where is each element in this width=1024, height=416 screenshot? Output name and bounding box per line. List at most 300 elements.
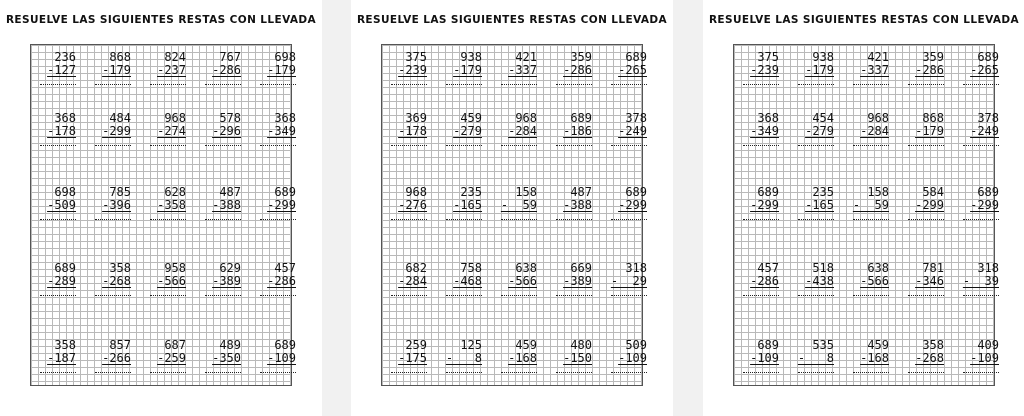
subtraction-problem xyxy=(849,51,889,85)
minuend: 629 xyxy=(219,261,241,275)
minuend: 781 xyxy=(922,261,944,275)
answer-line xyxy=(743,370,779,373)
subtrahend: - 8 xyxy=(797,351,834,365)
minuend: 689 xyxy=(757,185,779,199)
subtraction-problem xyxy=(552,112,592,146)
answer-line xyxy=(611,143,647,146)
subtrahend: -265 xyxy=(970,63,999,77)
answer-line xyxy=(446,143,482,146)
minuend: 421 xyxy=(867,50,889,64)
answer-line xyxy=(963,370,999,373)
subtrahend: -284 xyxy=(398,274,427,288)
subtrahend: -268 xyxy=(102,274,131,288)
subtrahend: -389 xyxy=(212,274,241,288)
subtrahend: -239 xyxy=(398,63,427,77)
answer-line xyxy=(556,82,592,85)
answer-line xyxy=(205,293,241,296)
minuend: 459 xyxy=(867,338,889,352)
answer-line xyxy=(391,82,427,85)
answer-line xyxy=(95,217,131,220)
minuend: 535 xyxy=(812,338,834,352)
subtraction-problem xyxy=(904,51,944,85)
subtraction-problem xyxy=(91,262,131,296)
minuend: 421 xyxy=(515,50,537,64)
subtrahend: -284 xyxy=(508,124,537,138)
subtrahend: -249 xyxy=(618,124,647,138)
answer-line xyxy=(556,143,592,146)
answer-line xyxy=(501,82,537,85)
answer-line xyxy=(611,217,647,220)
subtraction-problem xyxy=(794,51,834,85)
subtrahend: -266 xyxy=(102,351,131,365)
answer-line xyxy=(798,143,834,146)
subtrahend: -299 xyxy=(915,198,944,212)
answer-line xyxy=(205,370,241,373)
subtrahend: -187 xyxy=(47,351,76,365)
minuend: 689 xyxy=(757,338,779,352)
minuend: 459 xyxy=(460,111,482,125)
subtrahend: -279 xyxy=(805,124,834,138)
subtraction-problem xyxy=(849,112,889,146)
answer-line xyxy=(853,217,889,220)
subtrahend: -179 xyxy=(915,124,944,138)
subtraction-problem xyxy=(146,112,186,146)
subtraction-problem xyxy=(387,186,427,220)
subtrahend: -168 xyxy=(860,351,889,365)
subtraction-problem xyxy=(442,112,482,146)
subtraction-problem xyxy=(959,51,999,85)
answer-line xyxy=(908,293,944,296)
minuend: 454 xyxy=(812,111,834,125)
minuend: 125 xyxy=(460,338,482,352)
minuend: 318 xyxy=(625,261,647,275)
minuend: 375 xyxy=(757,50,779,64)
answer-line xyxy=(501,293,537,296)
answer-line xyxy=(260,143,296,146)
minuend: 968 xyxy=(405,185,427,199)
minuend: 358 xyxy=(109,261,131,275)
subtrahend: -168 xyxy=(508,351,537,365)
worksheet-1 xyxy=(0,0,322,416)
subtraction-problem xyxy=(256,186,296,220)
subtraction-problem xyxy=(552,186,592,220)
answer-line xyxy=(611,82,647,85)
minuend: 235 xyxy=(460,185,482,199)
answer-line xyxy=(908,143,944,146)
subtraction-problem xyxy=(497,339,537,373)
subtraction-problem xyxy=(387,339,427,373)
answer-line xyxy=(798,293,834,296)
minuend: 484 xyxy=(109,111,131,125)
subtrahend: -299 xyxy=(267,198,296,212)
subtrahend: -289 xyxy=(47,274,76,288)
subtrahend: - 8 xyxy=(445,351,482,365)
subtraction-problem xyxy=(959,262,999,296)
subtraction-problem xyxy=(442,339,482,373)
subtrahend: -150 xyxy=(563,351,592,365)
subtrahend: -566 xyxy=(157,274,186,288)
subtraction-problem xyxy=(552,51,592,85)
subtraction-problem xyxy=(497,186,537,220)
minuend: 378 xyxy=(625,111,647,125)
subtrahend: -299 xyxy=(102,124,131,138)
answer-line xyxy=(743,217,779,220)
subtraction-problem xyxy=(794,186,834,220)
minuend: 968 xyxy=(164,111,186,125)
answer-line xyxy=(40,293,76,296)
subtrahend: -388 xyxy=(563,198,592,212)
minuend: 638 xyxy=(515,261,537,275)
minuend: 368 xyxy=(757,111,779,125)
subtraction-problem xyxy=(794,262,834,296)
answer-line xyxy=(150,370,186,373)
answer-line xyxy=(556,370,592,373)
minuend: 368 xyxy=(274,111,296,125)
subtraction-problem xyxy=(91,186,131,220)
subtraction-problem xyxy=(497,112,537,146)
answer-line xyxy=(908,217,944,220)
answer-line xyxy=(798,82,834,85)
subtrahend: -279 xyxy=(453,124,482,138)
answer-line xyxy=(963,217,999,220)
subtrahend: -165 xyxy=(805,198,834,212)
minuend: 378 xyxy=(977,111,999,125)
minuend: 785 xyxy=(109,185,131,199)
subtrahend: -268 xyxy=(915,351,944,365)
answer-line xyxy=(391,293,427,296)
answer-line xyxy=(501,217,537,220)
minuend: 868 xyxy=(922,111,944,125)
subtraction-problem xyxy=(146,51,186,85)
subtraction-problem xyxy=(201,112,241,146)
subtrahend: -109 xyxy=(267,351,296,365)
answer-line xyxy=(853,82,889,85)
subtrahend: -179 xyxy=(453,63,482,77)
subtrahend: -259 xyxy=(157,351,186,365)
subtrahend: -438 xyxy=(805,274,834,288)
answer-line xyxy=(798,217,834,220)
minuend: 375 xyxy=(405,50,427,64)
subtraction-problem xyxy=(201,339,241,373)
subtraction-problem xyxy=(387,262,427,296)
subtraction-problem xyxy=(146,339,186,373)
subtraction-problem xyxy=(739,262,779,296)
subtrahend: -175 xyxy=(398,351,427,365)
subtraction-problem xyxy=(849,186,889,220)
answer-line xyxy=(205,82,241,85)
subtraction-problem xyxy=(442,262,482,296)
subtrahend: -165 xyxy=(453,198,482,212)
minuend: 824 xyxy=(164,50,186,64)
answer-line xyxy=(260,370,296,373)
minuend: 409 xyxy=(977,338,999,352)
minuend: 359 xyxy=(922,50,944,64)
minuend: 689 xyxy=(625,50,647,64)
answer-line xyxy=(150,217,186,220)
subtrahend: -286 xyxy=(267,274,296,288)
answer-line xyxy=(743,293,779,296)
answer-line xyxy=(150,143,186,146)
subtraction-problem xyxy=(91,339,131,373)
subtraction-problem xyxy=(497,262,537,296)
minuend: 358 xyxy=(922,338,944,352)
subtraction-problem xyxy=(904,339,944,373)
subtrahend: -179 xyxy=(102,63,131,77)
minuend: 158 xyxy=(515,185,537,199)
subtrahend: -566 xyxy=(508,274,537,288)
subtraction-problem xyxy=(36,186,76,220)
minuend: 457 xyxy=(757,261,779,275)
subtraction-problem xyxy=(607,339,647,373)
subtrahend: -239 xyxy=(750,63,779,77)
minuend: 767 xyxy=(219,50,241,64)
subtraction-problem xyxy=(607,51,647,85)
minuend: 689 xyxy=(570,111,592,125)
answer-line xyxy=(205,217,241,220)
answer-line xyxy=(908,370,944,373)
answer-line xyxy=(556,217,592,220)
subtrahend: -286 xyxy=(750,274,779,288)
subtrahend: -350 xyxy=(212,351,241,365)
subtraction-problem xyxy=(739,112,779,146)
subtraction-problem xyxy=(201,51,241,85)
worksheet-title: RESUELVE LAS SIGUIENTES RESTAS CON LLEVADA xyxy=(356,14,668,26)
minuend: 487 xyxy=(219,185,241,199)
minuend: 235 xyxy=(812,185,834,199)
subtrahend: -296 xyxy=(212,124,241,138)
subtrahend: -286 xyxy=(212,63,241,77)
answer-line xyxy=(501,370,537,373)
subtraction-problem xyxy=(36,112,76,146)
subtraction-problem xyxy=(387,112,427,146)
minuend: 457 xyxy=(274,261,296,275)
subtraction-problem xyxy=(442,186,482,220)
subtrahend: -179 xyxy=(267,63,296,77)
subtrahend: -468 xyxy=(453,274,482,288)
subtrahend: -286 xyxy=(915,63,944,77)
subtraction-problem xyxy=(36,339,76,373)
minuend: 687 xyxy=(164,338,186,352)
subtrahend: -265 xyxy=(618,63,647,77)
answer-line xyxy=(446,293,482,296)
answer-line xyxy=(556,293,592,296)
subtrahend: -337 xyxy=(860,63,889,77)
subtraction-problem xyxy=(904,186,944,220)
subtrahend: -178 xyxy=(398,124,427,138)
answer-line xyxy=(40,143,76,146)
subtraction-problem xyxy=(387,51,427,85)
answer-line xyxy=(391,370,427,373)
subtrahend: -178 xyxy=(47,124,76,138)
subtraction-problem xyxy=(794,112,834,146)
minuend: 669 xyxy=(570,261,592,275)
subtraction-problem xyxy=(146,262,186,296)
answer-line xyxy=(40,217,76,220)
minuend: 158 xyxy=(867,185,889,199)
answer-line xyxy=(853,143,889,146)
minuend: 758 xyxy=(460,261,482,275)
answer-line xyxy=(743,143,779,146)
answer-line xyxy=(446,217,482,220)
subtrahend: -389 xyxy=(563,274,592,288)
subtrahend: -274 xyxy=(157,124,186,138)
minuend: 509 xyxy=(625,338,647,352)
minuend: 459 xyxy=(515,338,537,352)
minuend: 518 xyxy=(812,261,834,275)
subtraction-problem xyxy=(201,262,241,296)
subtraction-problem xyxy=(739,339,779,373)
subtrahend: - 29 xyxy=(610,274,647,288)
subtraction-problem xyxy=(91,51,131,85)
subtraction-problem xyxy=(256,51,296,85)
subtraction-problem xyxy=(91,112,131,146)
minuend: 689 xyxy=(977,50,999,64)
subtraction-problem xyxy=(739,186,779,220)
subtrahend: -346 xyxy=(915,274,944,288)
subtraction-problem xyxy=(739,51,779,85)
answer-line xyxy=(150,293,186,296)
answer-line xyxy=(963,293,999,296)
subtrahend: -284 xyxy=(860,124,889,138)
subtrahend: -509 xyxy=(47,198,76,212)
subtraction-problem xyxy=(607,112,647,146)
answer-line xyxy=(963,82,999,85)
subtraction-problem xyxy=(607,186,647,220)
minuend: 359 xyxy=(570,50,592,64)
subtraction-problem xyxy=(36,51,76,85)
subtraction-problem xyxy=(959,186,999,220)
answer-line xyxy=(963,143,999,146)
answer-line xyxy=(40,370,76,373)
subtrahend: -566 xyxy=(860,274,889,288)
answer-line xyxy=(150,82,186,85)
answer-line xyxy=(798,370,834,373)
subtraction-problem xyxy=(256,112,296,146)
minuend: 689 xyxy=(54,261,76,275)
answer-line xyxy=(853,293,889,296)
answer-line xyxy=(391,143,427,146)
subtrahend: -286 xyxy=(563,63,592,77)
subtrahend: -299 xyxy=(618,198,647,212)
subtrahend: -358 xyxy=(157,198,186,212)
subtraction-problem xyxy=(794,339,834,373)
subtraction-problem xyxy=(552,339,592,373)
subtraction-problem xyxy=(256,339,296,373)
minuend: 857 xyxy=(109,338,131,352)
answer-line xyxy=(40,82,76,85)
subtrahend: -349 xyxy=(267,124,296,138)
minuend: 868 xyxy=(109,50,131,64)
subtrahend: -299 xyxy=(750,198,779,212)
minuend: 369 xyxy=(405,111,427,125)
minuend: 584 xyxy=(922,185,944,199)
answer-line xyxy=(95,370,131,373)
worksheet-title: RESUELVE LAS SIGUIENTES RESTAS CON LLEVADA xyxy=(708,14,1020,26)
answer-line xyxy=(853,370,889,373)
minuend: 578 xyxy=(219,111,241,125)
subtraction-problem xyxy=(36,262,76,296)
subtraction-problem xyxy=(201,186,241,220)
answer-line xyxy=(205,143,241,146)
subtrahend: -109 xyxy=(970,351,999,365)
subtrahend: - 59 xyxy=(852,198,889,212)
subtraction-problem xyxy=(849,339,889,373)
minuend: 689 xyxy=(274,185,296,199)
minuend: 938 xyxy=(460,50,482,64)
worksheet-3 xyxy=(703,0,1024,416)
minuend: 318 xyxy=(977,261,999,275)
subtraction-problem xyxy=(146,186,186,220)
subtrahend: -237 xyxy=(157,63,186,77)
problem-grid xyxy=(733,44,999,386)
subtraction-problem xyxy=(552,262,592,296)
subtraction-problem xyxy=(959,112,999,146)
minuend: 968 xyxy=(515,111,537,125)
minuend: 938 xyxy=(812,50,834,64)
minuend: 689 xyxy=(274,338,296,352)
subtrahend: -249 xyxy=(970,124,999,138)
answer-line xyxy=(611,293,647,296)
subtraction-problem xyxy=(497,51,537,85)
answer-line xyxy=(446,82,482,85)
subtrahend: -109 xyxy=(618,351,647,365)
minuend: 638 xyxy=(867,261,889,275)
minuend: 487 xyxy=(570,185,592,199)
minuend: 489 xyxy=(219,338,241,352)
answer-line xyxy=(391,217,427,220)
minuend: 480 xyxy=(570,338,592,352)
minuend: 698 xyxy=(54,185,76,199)
minuend: 698 xyxy=(274,50,296,64)
subtrahend: -388 xyxy=(212,198,241,212)
answer-line xyxy=(95,293,131,296)
worksheet-2 xyxy=(351,0,673,416)
subtrahend: -276 xyxy=(398,198,427,212)
answer-line xyxy=(501,143,537,146)
subtrahend: -349 xyxy=(750,124,779,138)
answer-line xyxy=(446,370,482,373)
subtraction-problem xyxy=(904,262,944,296)
minuend: 368 xyxy=(54,111,76,125)
minuend: 236 xyxy=(54,50,76,64)
subtrahend: -186 xyxy=(563,124,592,138)
answer-line xyxy=(260,293,296,296)
problem-grid xyxy=(381,44,647,386)
answer-line xyxy=(908,82,944,85)
subtrahend: - 59 xyxy=(500,198,537,212)
answer-line xyxy=(95,143,131,146)
subtrahend: -127 xyxy=(47,63,76,77)
answer-line xyxy=(95,82,131,85)
subtraction-problem xyxy=(256,262,296,296)
subtrahend: -109 xyxy=(750,351,779,365)
minuend: 968 xyxy=(867,111,889,125)
minuend: 689 xyxy=(977,185,999,199)
minuend: 628 xyxy=(164,185,186,199)
minuend: 958 xyxy=(164,261,186,275)
answer-line xyxy=(260,217,296,220)
subtraction-problem xyxy=(442,51,482,85)
worksheet-title: RESUELVE LAS SIGUIENTES RESTAS CON LLEVADA xyxy=(5,14,317,26)
minuend: 689 xyxy=(625,185,647,199)
subtrahend: -396 xyxy=(102,198,131,212)
minuend: 682 xyxy=(405,261,427,275)
subtraction-problem xyxy=(607,262,647,296)
minuend: 358 xyxy=(54,338,76,352)
subtrahend: - 39 xyxy=(962,274,999,288)
subtraction-problem xyxy=(849,262,889,296)
answer-line xyxy=(743,82,779,85)
